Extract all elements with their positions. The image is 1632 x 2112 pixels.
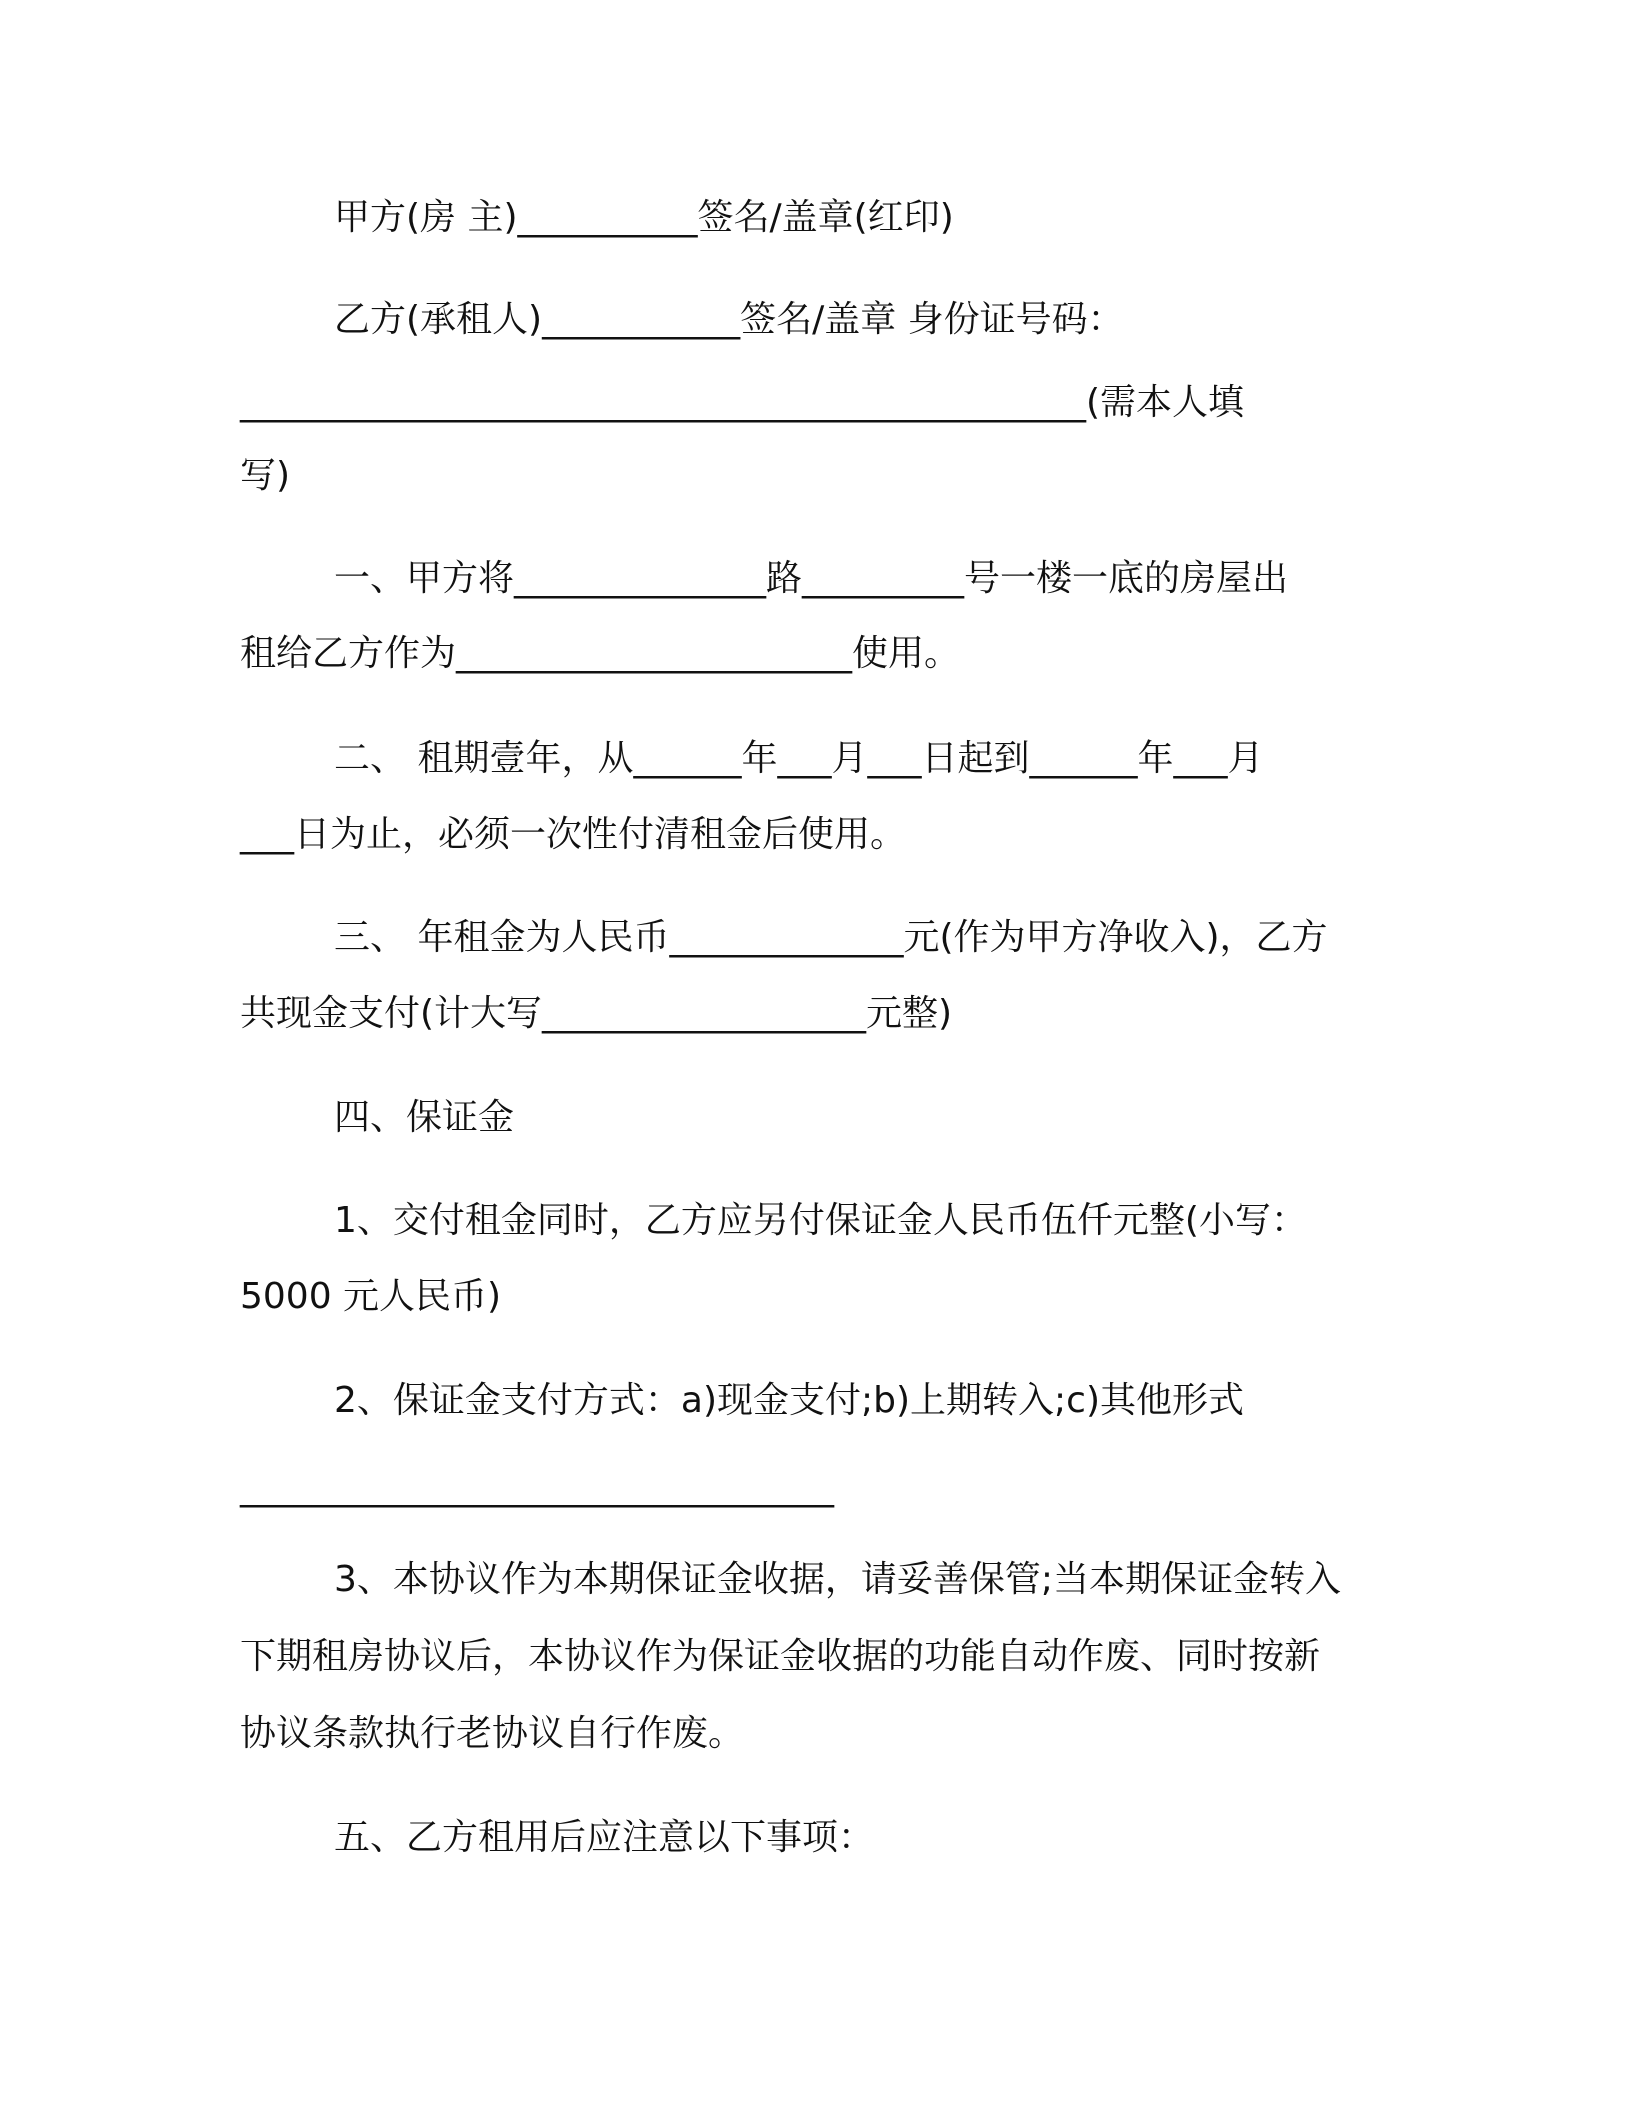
deposit-item-3-line-1: 3、本协议作为本期保证金收据，请妥善保管;当本期保证金转入 [334, 1559, 1342, 1600]
landlord-signature-line: 甲方(房 主)__________签名/盖章(红印) [334, 197, 954, 238]
clause-3-line-1: 三、 年租金为人民币_____________元(作为甲方净收入)，乙方 [334, 917, 1328, 958]
clause-4-heading: 四、保证金 [334, 1097, 515, 1138]
clause-1-line-2: 租给乙方作为______________________使用。 [240, 633, 961, 674]
id-number-blank-line: _______________________________________________(需本人填 [240, 382, 1245, 423]
clause-2-line-1: 二、 租期壹年，从______年___月___日起到______年___月 [334, 738, 1264, 779]
clause-1-line-1: 一、甲方将______________路_________号一楼一底的房屋出 [334, 558, 1289, 599]
deposit-item-3-line-2: 下期租房协议后，本协议作为保证金收据的功能自动作废、同时按新 [240, 1636, 1321, 1677]
clause-2-line-2: ___日为止，必须一次性付清租金后使用。 [240, 814, 907, 855]
deposit-item-1-line-1: 1、交付租金同时，乙方应另付保证金人民币伍仟元整(小写： [334, 1200, 1307, 1241]
tenant-signature-line: 乙方(承租人)___________签名/盖章 身份证号码： [334, 299, 1124, 340]
clause-5-heading: 五、乙方租用后应注意以下事项： [334, 1817, 875, 1858]
deposit-item-1-line-2: 5000 元人民币) [240, 1276, 502, 1317]
id-number-note: 写) [240, 455, 291, 496]
clause-3-line-2: 共现金支付(计大写__________________元整) [240, 993, 953, 1034]
deposit-item-2-blank: _________________________________ [240, 1467, 834, 1508]
deposit-item-2-line-1: 2、保证金支付方式：a)现金支付;b)上期转入;c)其他形式 [334, 1380, 1245, 1421]
deposit-item-3-line-3: 协议条款执行老协议自行作废。 [240, 1713, 745, 1754]
